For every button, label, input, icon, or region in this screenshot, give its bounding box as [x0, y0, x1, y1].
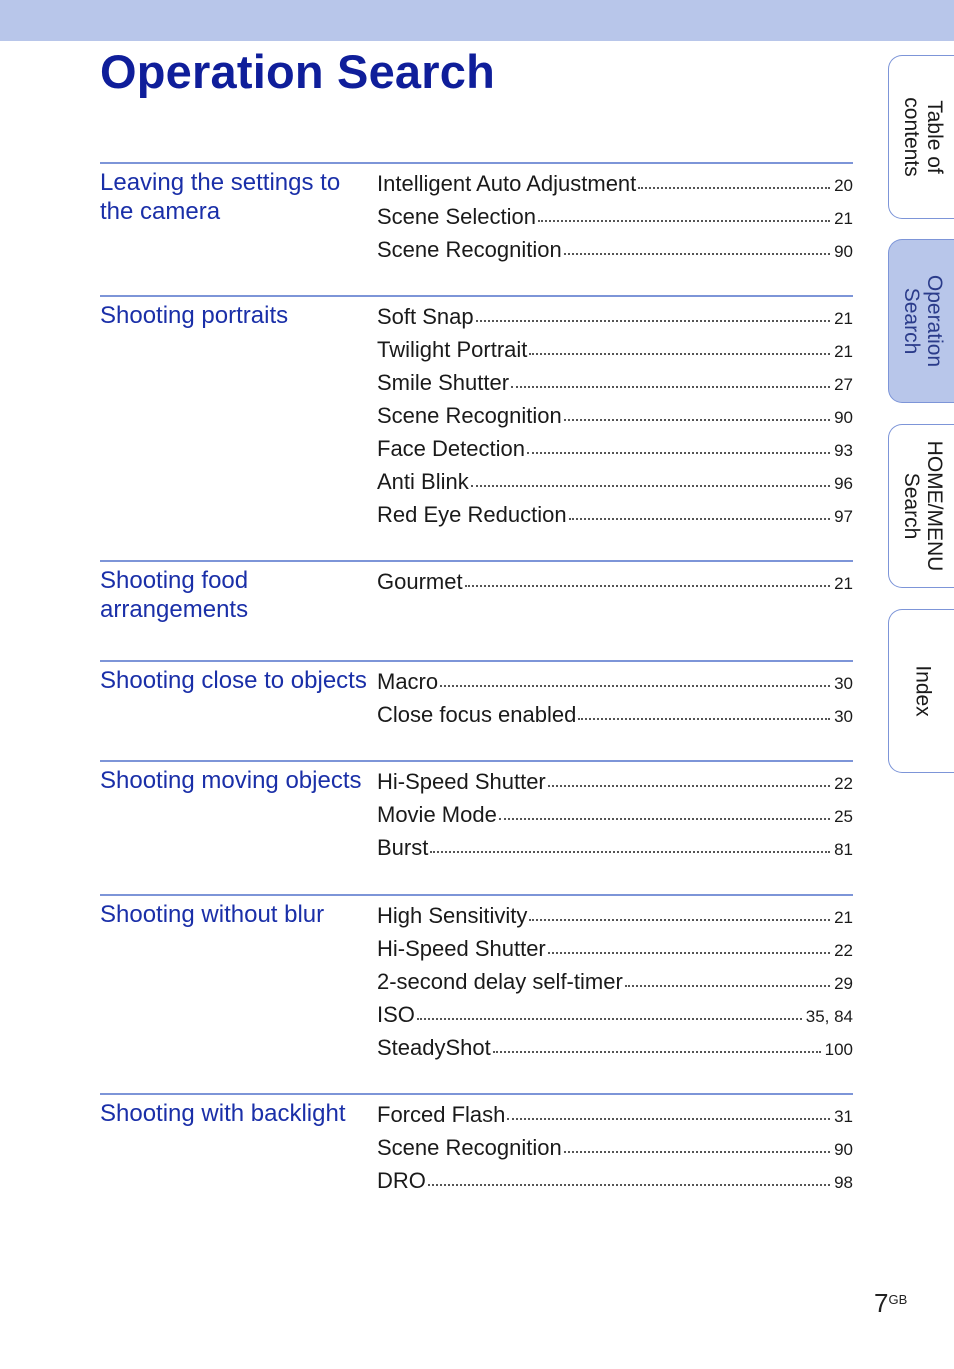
- item-label: Face Detection: [377, 436, 525, 461]
- list-item[interactable]: [377, 366, 853, 399]
- item-label: Close focus enabled: [377, 702, 577, 727]
- list-item[interactable]: [377, 1131, 853, 1164]
- dot-leader: [548, 951, 830, 954]
- list-item[interactable]: [377, 300, 853, 333]
- item-label: SteadyShot: [377, 1035, 491, 1060]
- item-label: Hi-Speed Shutter: [377, 769, 546, 794]
- section: [100, 162, 853, 294]
- item-page-number: 27: [834, 375, 853, 394]
- item-label: 2-second delay self-timer: [377, 969, 623, 994]
- list-item[interactable]: [377, 899, 853, 932]
- dot-leader: [465, 584, 830, 587]
- item-page-number: 21: [834, 574, 853, 593]
- sidebar-tab-label: Table of contents: [900, 97, 946, 177]
- item-label: Burst: [377, 835, 429, 860]
- item-page-number: 90: [834, 242, 853, 261]
- item-page-number: 21: [834, 342, 853, 361]
- dot-leader: [428, 1183, 830, 1186]
- item-page-number: 30: [834, 707, 853, 726]
- page-number-suffix: GB: [888, 1292, 908, 1307]
- section: [100, 660, 853, 759]
- list-item[interactable]: [377, 932, 853, 965]
- dot-leader: [430, 850, 830, 853]
- item-page-number: 81: [834, 840, 853, 859]
- item-page-number: 25: [834, 807, 853, 826]
- dot-leader: [538, 219, 830, 222]
- sidebar-tab-label: Index: [911, 665, 935, 717]
- header-bar: [0, 0, 954, 41]
- item-page-number: 31: [834, 1107, 853, 1126]
- section: [100, 894, 853, 1092]
- item-label: Soft Snap: [377, 304, 474, 329]
- page-number-value: 7: [874, 1288, 889, 1318]
- item-label: Hi-Speed Shutter: [377, 936, 546, 961]
- list-item[interactable]: [377, 965, 853, 998]
- item-page-number: 21: [834, 309, 853, 328]
- dot-leader: [493, 1050, 821, 1053]
- list-item[interactable]: [377, 798, 853, 831]
- sidebar-tab[interactable]: [888, 239, 954, 403]
- item-page-number: 98: [834, 1173, 853, 1192]
- list-item[interactable]: [377, 765, 853, 798]
- item-list: [377, 167, 853, 266]
- list-item[interactable]: [377, 167, 853, 200]
- list-item[interactable]: [377, 698, 853, 731]
- item-page-number: 21: [834, 209, 853, 228]
- sidebar-tab[interactable]: [888, 609, 954, 773]
- category-heading[interactable]: Leaving the settings to the camera: [100, 169, 341, 225]
- item-page-number: 30: [834, 674, 853, 693]
- dot-leader: [578, 717, 830, 720]
- item-label: Smile Shutter: [377, 370, 510, 395]
- item-page-number: 90: [834, 1140, 853, 1159]
- item-label: Scene Recognition: [377, 237, 562, 262]
- dot-leader: [548, 784, 830, 787]
- item-label: Anti Blink: [377, 469, 469, 494]
- section: [100, 295, 853, 559]
- category-heading[interactable]: Shooting close to objects: [100, 667, 367, 694]
- item-page-number: 21: [834, 908, 853, 927]
- item-list: [377, 765, 853, 864]
- dot-leader: [511, 385, 830, 388]
- item-label: Intelligent Auto Adjustment: [377, 171, 637, 196]
- list-item[interactable]: [377, 565, 853, 598]
- dot-leader: [569, 517, 831, 520]
- section: [100, 560, 853, 659]
- item-label: Gourmet: [377, 569, 463, 594]
- dot-leader: [564, 1150, 830, 1153]
- item-label: Movie Mode: [377, 802, 497, 827]
- dot-leader: [564, 418, 830, 421]
- list-item[interactable]: [377, 1098, 853, 1131]
- dot-leader: [507, 1117, 830, 1120]
- sidebar-tab[interactable]: [888, 55, 954, 219]
- dot-leader: [471, 484, 830, 487]
- list-item[interactable]: [377, 333, 853, 366]
- list-item[interactable]: [377, 1164, 853, 1197]
- item-label: ISO: [377, 1002, 415, 1027]
- category-heading[interactable]: Shooting portraits: [100, 302, 289, 329]
- dot-leader: [625, 984, 830, 987]
- sidebar-tab[interactable]: [888, 424, 954, 588]
- dot-leader: [638, 186, 830, 189]
- item-label: Scene Recognition: [377, 403, 562, 428]
- dot-leader: [564, 252, 830, 255]
- dot-leader: [499, 817, 830, 820]
- sidebar-tab-label: Operation Search: [900, 274, 946, 368]
- item-label: Scene Recognition: [377, 1135, 562, 1160]
- list-item[interactable]: [377, 465, 853, 498]
- item-list: [377, 565, 853, 598]
- list-item[interactable]: [377, 1031, 853, 1064]
- item-page-number: 22: [834, 774, 853, 793]
- item-list: [377, 1098, 853, 1197]
- category-heading[interactable]: Shooting food arrangements: [100, 567, 249, 623]
- item-page-number: 22: [834, 941, 853, 960]
- category-heading[interactable]: Shooting without blur: [100, 901, 325, 928]
- section: [100, 1093, 853, 1195]
- sidebar-tab-label: HOME/MENU Search: [900, 440, 946, 572]
- list-item[interactable]: [377, 998, 853, 1031]
- dot-leader: [476, 319, 830, 322]
- item-page-number: 93: [834, 441, 853, 460]
- item-list: [377, 665, 853, 731]
- item-label: Scene Selection: [377, 204, 536, 229]
- item-page-number: 35, 84: [805, 1007, 853, 1026]
- category-heading[interactable]: Shooting with backlight: [100, 1100, 346, 1127]
- list-item[interactable]: [377, 200, 853, 233]
- item-page-number: 20: [834, 176, 853, 195]
- list-item[interactable]: [377, 399, 853, 432]
- list-item[interactable]: [377, 665, 853, 698]
- item-label: High Sensitivity: [377, 903, 528, 928]
- item-label: DRO: [377, 1168, 426, 1193]
- dot-leader: [417, 1017, 802, 1020]
- dot-leader: [527, 451, 830, 454]
- item-list: [377, 300, 853, 531]
- item-label: Twilight Portrait: [377, 337, 528, 362]
- dot-leader: [529, 918, 830, 921]
- item-list: [377, 899, 853, 1064]
- list-item[interactable]: [377, 831, 853, 864]
- page-number: [874, 1288, 907, 1319]
- dot-leader: [440, 684, 830, 687]
- item-label: Forced Flash: [377, 1102, 506, 1127]
- page-title: Operation Search: [100, 45, 495, 98]
- list-item[interactable]: [377, 498, 853, 531]
- item-page-number: 29: [834, 974, 853, 993]
- item-page-number: 96: [834, 474, 853, 493]
- item-label: Macro: [377, 669, 439, 694]
- item-page-number: 90: [834, 408, 853, 427]
- dot-leader: [529, 352, 830, 355]
- category-heading[interactable]: Shooting moving objects: [100, 767, 362, 794]
- section: [100, 760, 853, 893]
- item-page-number: 97: [834, 507, 853, 526]
- item-label: Red Eye Reduction: [377, 502, 567, 527]
- item-page-number: 100: [824, 1040, 853, 1059]
- list-item[interactable]: [377, 432, 853, 465]
- list-item[interactable]: [377, 233, 853, 266]
